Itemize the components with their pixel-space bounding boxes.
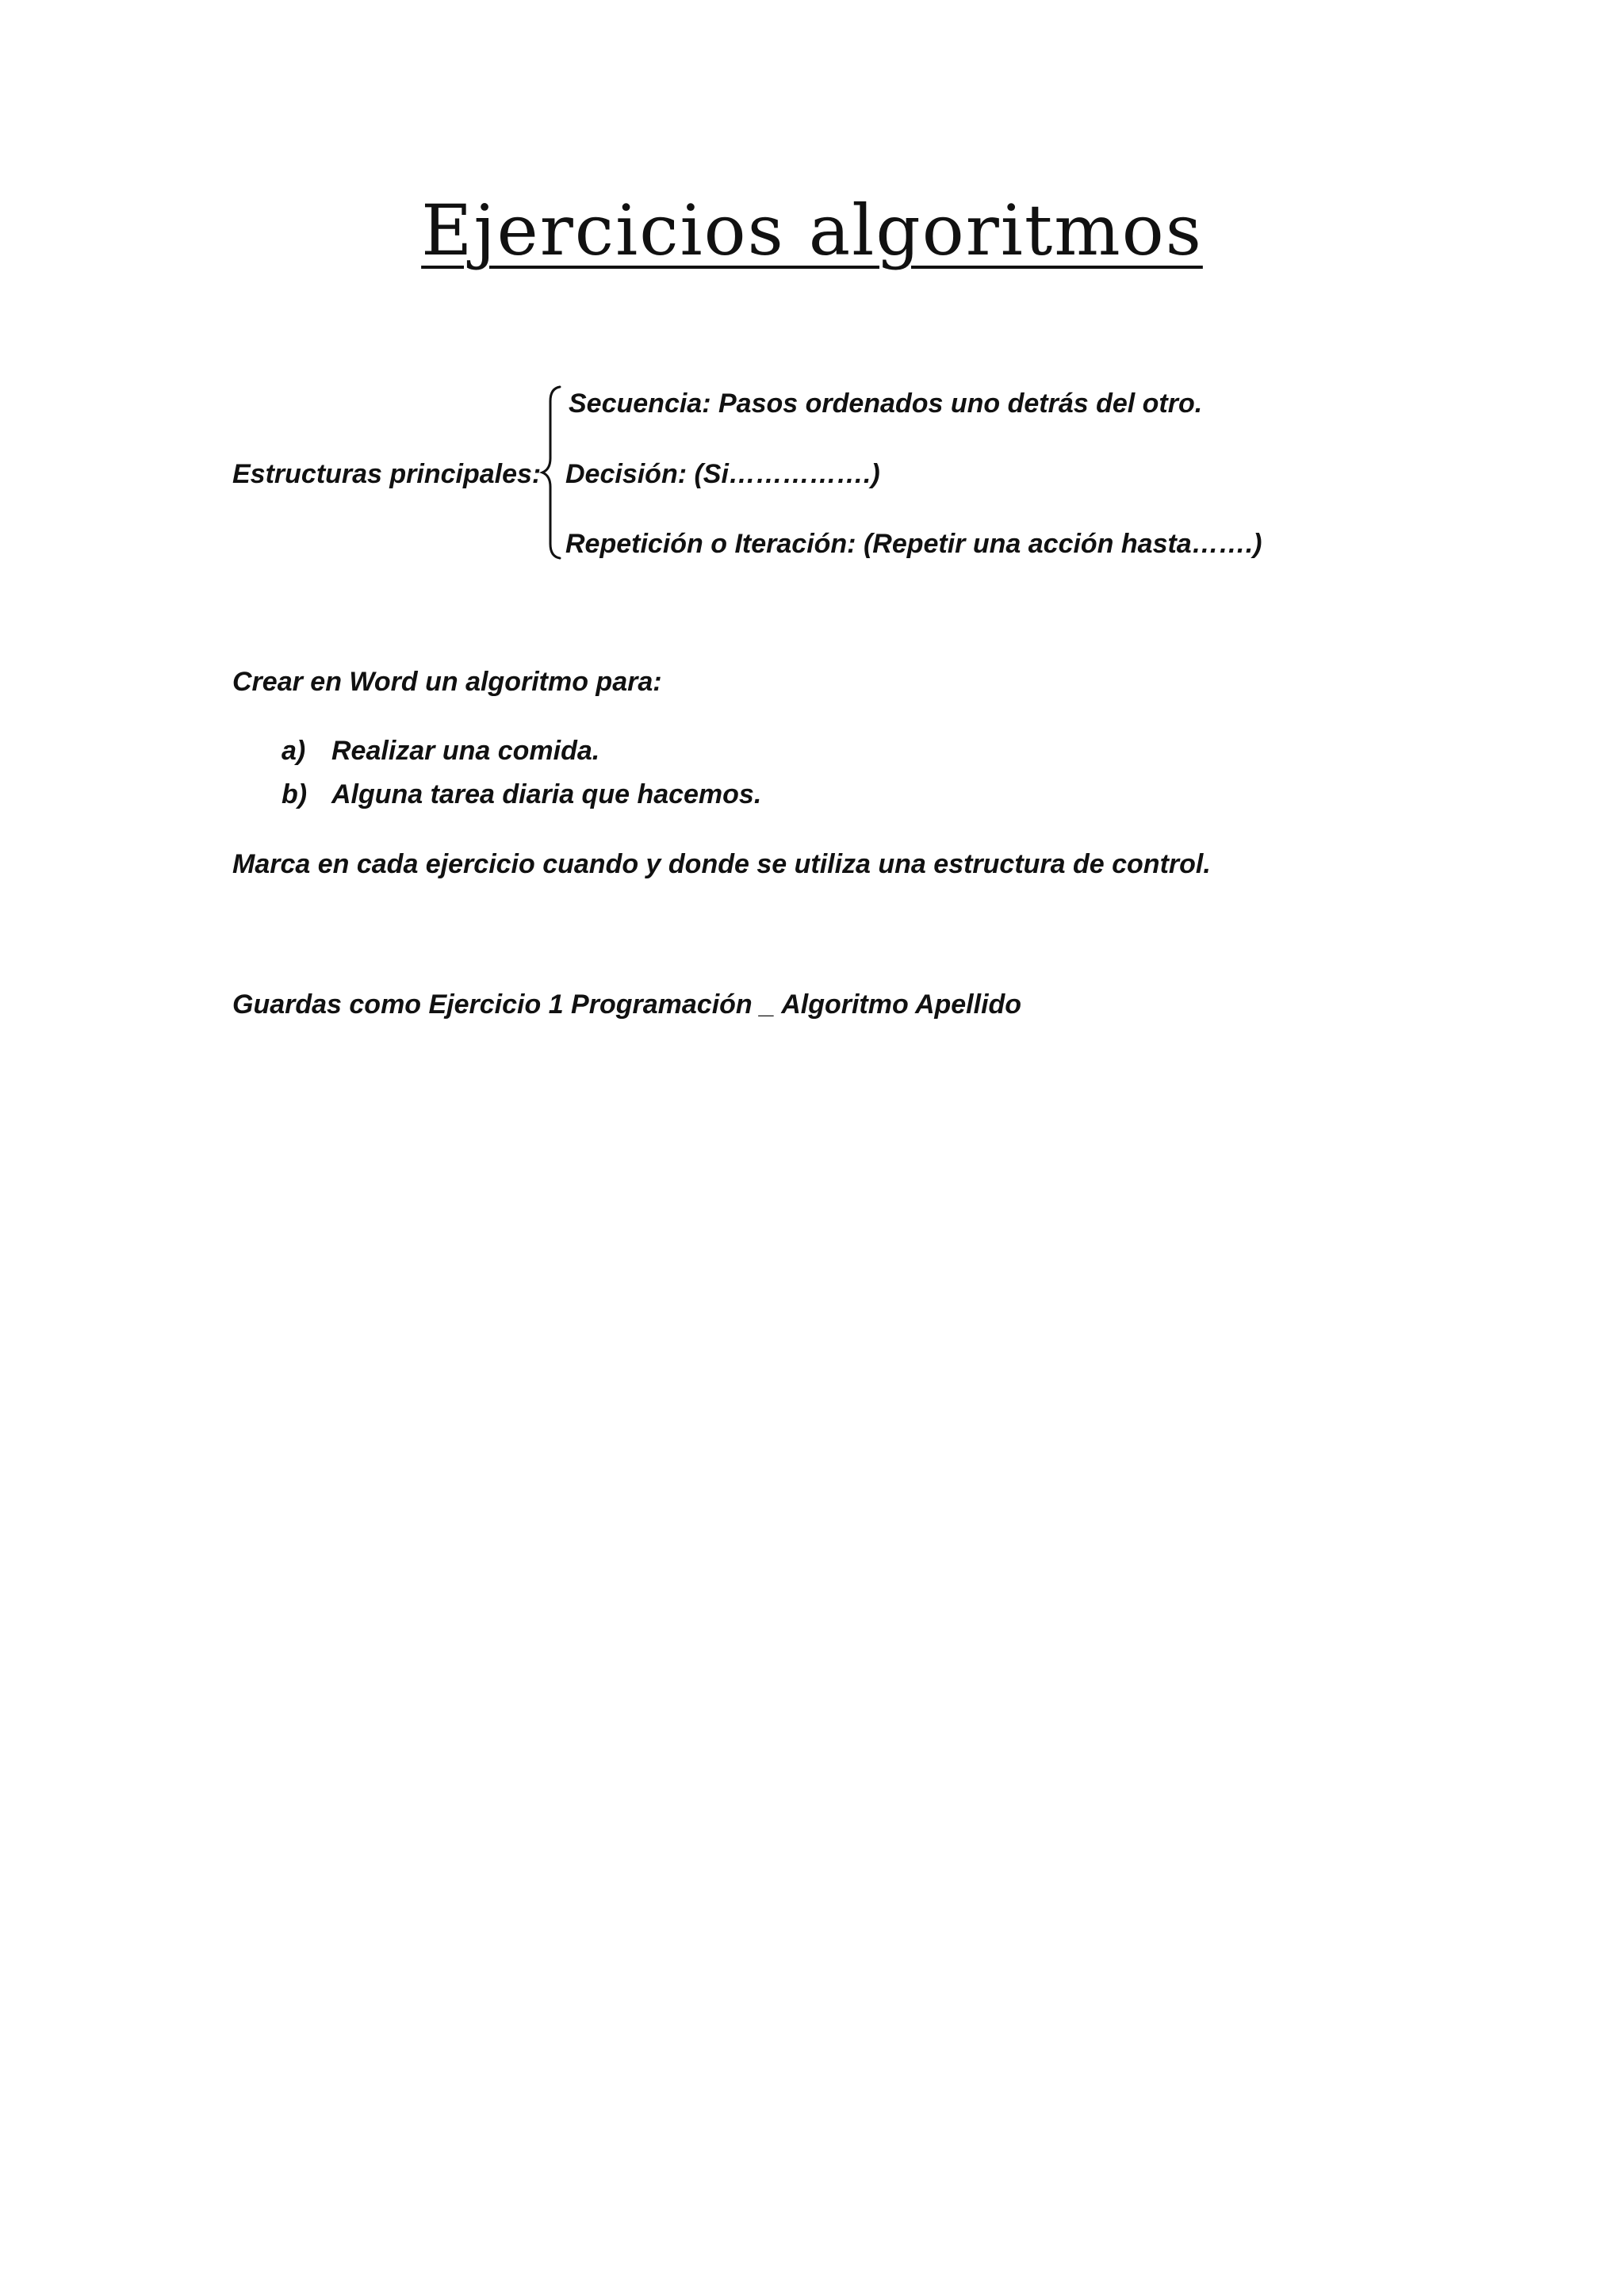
task-instruction: Marca en cada ejercicio cuando y donde se utiliza una estructura de control. — [232, 849, 1211, 879]
list-item-b: Alguna tarea diaria que hacemos. — [331, 779, 762, 809]
save-as-instruction: Guardas como Ejercicio 1 Programación _ Algoritmo Apellido — [232, 989, 1022, 1020]
page-title — [0, 187, 1624, 274]
structure-item-sequence: Secuencia: Pasos ordenados uno detrás del otro. — [569, 388, 1203, 419]
structures-label: Estructuras principales: — [232, 459, 542, 489]
list-item-a: Realizar una comida. — [331, 736, 600, 766]
structure-item-repetition: Repetición o Iteración: (Repetir una acción hasta…….) — [565, 529, 1262, 559]
task-intro: Crear en Word un algoritmo para: — [232, 667, 662, 697]
list-marker-a: a) — [282, 736, 306, 766]
page-title-text: Ejercicios algoritmos — [421, 189, 1203, 271]
list-marker-b: b) — [282, 779, 308, 809]
structure-item-decision: Decisión: (Si…………….) — [565, 459, 880, 489]
